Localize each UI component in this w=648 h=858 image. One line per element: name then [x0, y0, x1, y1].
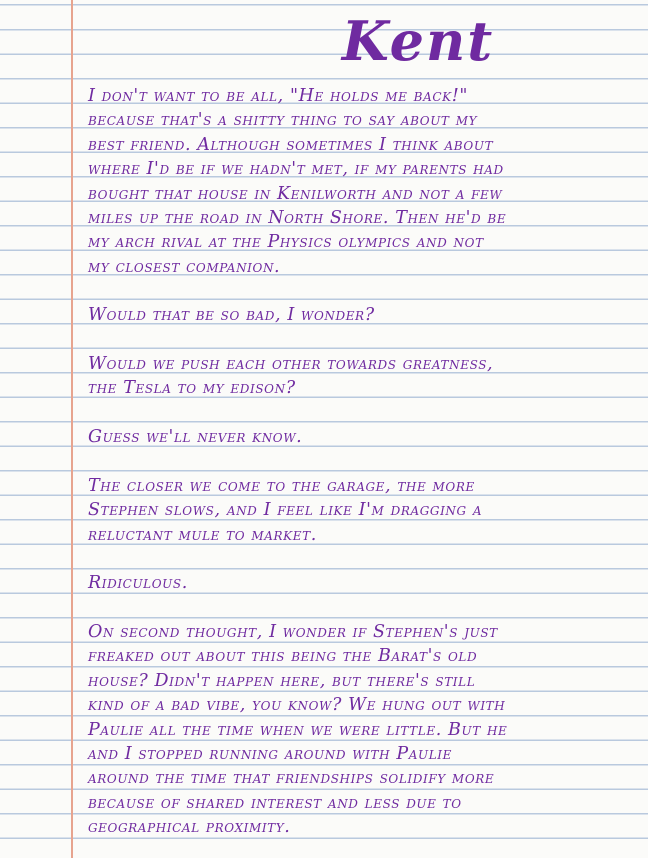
text-line: my arch rival at the Physics olympics and not	[88, 232, 484, 253]
text-line: kind of a bad vibe, you know? We hung out with	[88, 695, 506, 716]
text-line: because of shared interest and less due to	[88, 792, 462, 813]
text-line: The closer we come to the garage, the more	[88, 476, 475, 496]
text-line: the Tesla to my edison?	[88, 378, 296, 399]
paragraph	[88, 303, 640, 327]
text-line: bought that house in Kenilworth and not a few	[88, 183, 503, 204]
paragraph	[88, 620, 640, 840]
page-title: Kent	[341, 9, 495, 73]
margin-line	[71, 0, 73, 858]
paragraph	[88, 571, 640, 595]
text-line: Stephen slows, and I feel like I'm dragging a	[88, 500, 483, 521]
text-line: geographical proximity.	[88, 817, 291, 838]
text-line: around the time that friendships solidify more	[88, 768, 495, 789]
paragraph	[88, 474, 640, 547]
paragraph	[88, 352, 640, 401]
text-line: Would that be so bad, I wonder?	[88, 305, 375, 325]
text-line: Guess we'll never know.	[88, 427, 303, 447]
text-line: miles up the road in North Shore. Then he'd be	[88, 208, 507, 229]
text-line: my closest companion.	[88, 256, 281, 277]
text-line: Ridiculous.	[88, 573, 188, 593]
text-line: freaked out about this being the Barat's old	[88, 646, 478, 667]
text-line: house? Didn't happen here, but there's still	[88, 670, 476, 691]
paragraph	[88, 425, 640, 449]
text-line: Paulie all the time when we were little. But he	[88, 719, 508, 740]
text-line: I don't want to be all, "He holds me back!"	[88, 86, 468, 106]
text-line: and I stopped running around with Paulie	[88, 744, 452, 765]
paragraph	[88, 84, 640, 279]
text-line: because that's a shitty thing to say about my	[88, 110, 478, 131]
text-line: best friend. Although sometimes I think about	[88, 134, 494, 155]
text-line: where I'd be if we hadn't met, if my parents had	[88, 159, 504, 180]
text-line: Would we push each other towards greatness,	[88, 354, 494, 374]
text-line: On second thought, I wonder if Stephen's just	[88, 622, 498, 642]
text-line: reluctant mule to market.	[88, 524, 317, 545]
